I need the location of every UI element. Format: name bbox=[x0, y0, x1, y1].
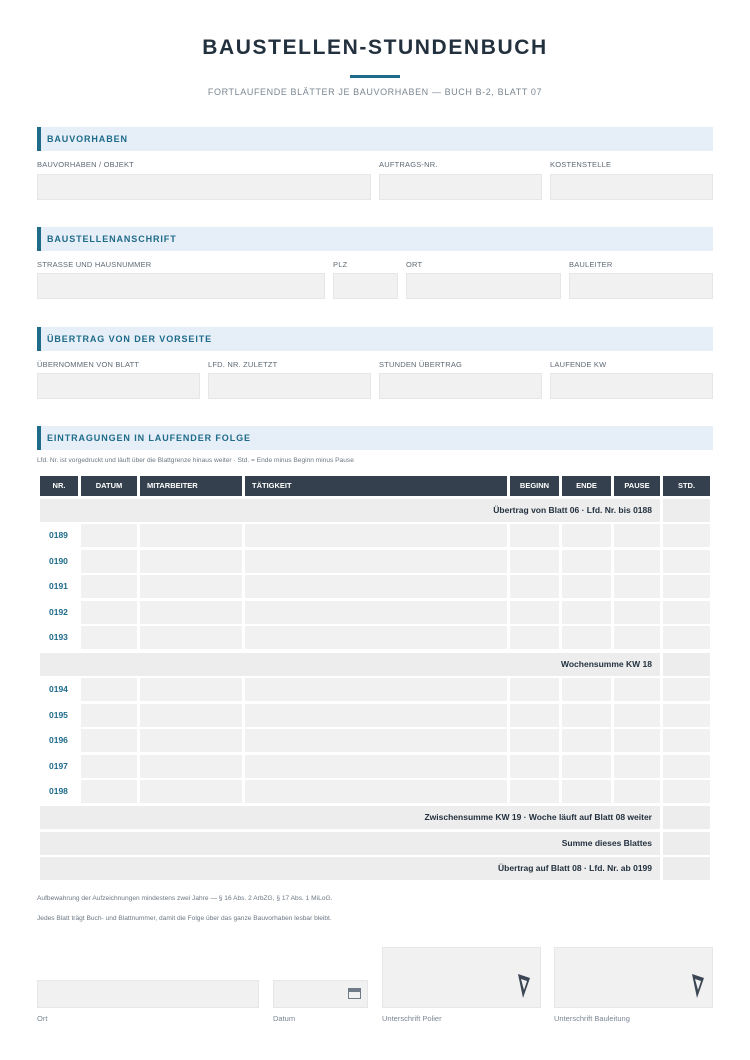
label-laufende-kw: LAUFENDE KW bbox=[550, 360, 607, 369]
col-header-beginn: BEGINN bbox=[510, 476, 559, 496]
std-cell[interactable] bbox=[663, 704, 710, 727]
std-cell[interactable] bbox=[663, 626, 710, 649]
datum-cell[interactable] bbox=[81, 704, 137, 727]
kostenstelle-field[interactable] bbox=[550, 174, 713, 200]
document-subtitle: FORTLAUFENDE BLÄTTER JE BAUVORHABEN — BUCH B-2, BLATT 07 bbox=[207, 87, 543, 97]
bauleitung-signature-field[interactable] bbox=[554, 947, 713, 1008]
label-plz: PLZ bbox=[333, 260, 348, 269]
taetigkeit-cell[interactable] bbox=[245, 550, 507, 573]
pen-nib-icon bbox=[690, 973, 706, 999]
taetigkeit-cell[interactable] bbox=[245, 755, 507, 778]
std-cell[interactable] bbox=[663, 524, 710, 547]
carry-out-std-field[interactable] bbox=[663, 857, 710, 880]
pause-cell[interactable] bbox=[614, 626, 660, 649]
pause-cell[interactable] bbox=[614, 524, 660, 547]
row-number: 0194 bbox=[49, 684, 68, 694]
subtotal-std-field[interactable] bbox=[663, 806, 710, 829]
datum-cell[interactable] bbox=[81, 729, 137, 752]
lfd-nr-zuletzt-field[interactable] bbox=[208, 373, 371, 399]
taetigkeit-cell[interactable] bbox=[245, 524, 507, 547]
ort-signature-field[interactable] bbox=[37, 980, 259, 1008]
stunden-uebertrag-field[interactable] bbox=[379, 373, 542, 399]
ende-cell[interactable] bbox=[562, 729, 611, 752]
row-number: 0190 bbox=[49, 555, 68, 566]
row-number: 0196 bbox=[49, 735, 68, 745]
uebernommen-blatt-field[interactable] bbox=[37, 373, 200, 399]
std-cell[interactable] bbox=[663, 678, 710, 701]
label-strasse: STRASSE UND HAUSNUMMER bbox=[37, 260, 152, 269]
beginn-cell[interactable] bbox=[510, 626, 559, 649]
pen-nib-icon bbox=[516, 973, 532, 999]
ende-cell[interactable] bbox=[562, 704, 611, 727]
polier-signature-field[interactable] bbox=[382, 947, 541, 1008]
label-ort: ORT bbox=[406, 260, 423, 269]
row-number: 0198 bbox=[49, 786, 68, 796]
datum-cell[interactable] bbox=[81, 601, 137, 624]
row-number: 0191 bbox=[49, 581, 68, 591]
carry-in-row: Übertrag von Blatt 06 · Lfd. Nr. bis 0188 bbox=[40, 499, 660, 522]
col-header-std: STD. bbox=[663, 476, 710, 496]
taetigkeit-cell[interactable] bbox=[245, 704, 507, 727]
ende-cell[interactable] bbox=[562, 755, 611, 778]
col-header-mitarbeiter: MITARBEITER bbox=[140, 476, 242, 496]
datum-cell[interactable] bbox=[81, 575, 137, 598]
week-sum-std-field[interactable] bbox=[663, 653, 710, 676]
beginn-cell[interactable] bbox=[510, 550, 559, 573]
beginn-cell[interactable] bbox=[510, 575, 559, 598]
ende-cell[interactable] bbox=[562, 780, 611, 803]
page-numbering-note: Jedes Blatt trägt Buch- und Blattnummer, damit die Folge über das ganze Bauvorhaben lesbar bleibt. bbox=[37, 915, 332, 922]
mitarbeiter-cell[interactable] bbox=[140, 729, 242, 752]
std-cell[interactable] bbox=[663, 755, 710, 778]
mitarbeiter-cell[interactable] bbox=[140, 704, 242, 727]
title-underline bbox=[350, 75, 400, 78]
plz-field[interactable] bbox=[333, 273, 398, 299]
label-lfd-nr-zuletzt: LFD. NR. ZULETZT bbox=[208, 360, 278, 369]
std-cell[interactable] bbox=[663, 601, 710, 624]
pause-cell[interactable] bbox=[614, 729, 660, 752]
label-auftrags-nr: AUFTRAGS-NR. bbox=[379, 160, 438, 169]
strasse-field[interactable] bbox=[37, 273, 325, 299]
beginn-cell[interactable] bbox=[510, 755, 559, 778]
taetigkeit-cell[interactable] bbox=[245, 601, 507, 624]
datum-label: Datum bbox=[273, 1014, 296, 1023]
document-title: BAUSTELLEN-STUNDENBUCH bbox=[202, 36, 548, 59]
label-bauvorhaben-objekt: BAUVORHABEN / OBJEKT bbox=[37, 160, 134, 169]
subtotal-row: Zwischensumme KW 19 · Woche läuft auf Blatt 08 weiter bbox=[40, 806, 660, 829]
mitarbeiter-cell[interactable] bbox=[140, 755, 242, 778]
std-cell[interactable] bbox=[663, 550, 710, 573]
label-kostenstelle: KOSTENSTELLE bbox=[550, 160, 612, 169]
std-cell[interactable] bbox=[663, 729, 710, 752]
pause-cell[interactable] bbox=[614, 755, 660, 778]
beginn-cell[interactable] bbox=[510, 729, 559, 752]
section-heading-uebertrag: ÜBERTRAG VON DER VORSEITE bbox=[37, 327, 713, 351]
ort-field[interactable] bbox=[406, 273, 561, 299]
label-uebernommen-blatt: ÜBERNOMMEN VON BLATT bbox=[37, 360, 140, 369]
taetigkeit-cell[interactable] bbox=[245, 575, 507, 598]
datum-cell[interactable] bbox=[81, 755, 137, 778]
section-heading-bauvorhaben: BAUVORHABEN bbox=[37, 127, 713, 151]
beginn-cell[interactable] bbox=[510, 678, 559, 701]
row-number: 0192 bbox=[49, 606, 68, 617]
carry-in-std-field[interactable] bbox=[663, 499, 710, 522]
retention-note: Aufbewahrung der Aufzeichnungen mindestens zwei Jahre — § 16 Abs. 2 ArbZG, § 17 Abs. 1 MiLoG. bbox=[37, 895, 333, 902]
bauleiter-field[interactable] bbox=[569, 273, 713, 299]
datum-cell[interactable] bbox=[81, 524, 137, 547]
ende-cell[interactable] bbox=[562, 575, 611, 598]
label-stunden-uebertrag: STUNDEN ÜBERTRAG bbox=[379, 360, 463, 369]
datum-signature-field[interactable] bbox=[273, 980, 368, 1008]
beginn-cell[interactable] bbox=[510, 704, 559, 727]
mitarbeiter-cell[interactable] bbox=[140, 780, 242, 803]
taetigkeit-cell[interactable] bbox=[245, 729, 507, 752]
ende-cell[interactable] bbox=[562, 524, 611, 547]
row-number: 0189 bbox=[49, 530, 68, 540]
label-bauleiter: BAULEITER bbox=[569, 260, 613, 269]
polier-label: Unterschrift Polier bbox=[382, 1014, 442, 1023]
section-heading-anschrift: BAUSTELLENANSCHRIFT bbox=[37, 227, 713, 251]
col-header-nr: NR. bbox=[40, 476, 78, 496]
datum-cell[interactable] bbox=[81, 626, 137, 649]
col-header-datum: DATUM bbox=[81, 476, 137, 496]
row-number: 0195 bbox=[49, 709, 68, 720]
mitarbeiter-cell[interactable] bbox=[140, 550, 242, 573]
page-sum-std-field[interactable] bbox=[663, 832, 710, 855]
mitarbeiter-cell[interactable] bbox=[140, 524, 242, 547]
pause-cell[interactable] bbox=[614, 550, 660, 573]
mitarbeiter-cell[interactable] bbox=[140, 575, 242, 598]
page-sum-row: Summe dieses Blattes bbox=[40, 832, 660, 855]
ende-cell[interactable] bbox=[562, 626, 611, 649]
auftrags-nr-field[interactable] bbox=[379, 174, 542, 200]
week-sum-row: Wochensumme KW 18 bbox=[40, 653, 660, 676]
pause-cell[interactable] bbox=[614, 575, 660, 598]
datum-cell[interactable] bbox=[81, 678, 137, 701]
row-number: 0197 bbox=[49, 760, 68, 771]
table-note: Lfd. Nr. ist vorgedruckt und läuft über die Blattgrenze hinaus weiter · Std. = Ende minus Beginn minus Pause bbox=[37, 457, 354, 464]
beginn-cell[interactable] bbox=[510, 601, 559, 624]
taetigkeit-cell[interactable] bbox=[245, 780, 507, 803]
taetigkeit-cell[interactable] bbox=[245, 678, 507, 701]
section-heading-eintragungen: EINTRAGUNGEN IN LAUFENDER FOLGE bbox=[37, 426, 713, 450]
std-cell[interactable] bbox=[663, 780, 710, 803]
pause-cell[interactable] bbox=[614, 780, 660, 803]
calendar-icon[interactable] bbox=[348, 988, 361, 999]
pause-cell[interactable] bbox=[614, 601, 660, 624]
ende-cell[interactable] bbox=[562, 550, 611, 573]
carry-out-row: Übertrag auf Blatt 08 · Lfd. Nr. ab 0199 bbox=[40, 857, 660, 880]
beginn-cell[interactable] bbox=[510, 524, 559, 547]
datum-cell[interactable] bbox=[81, 780, 137, 803]
ende-cell[interactable] bbox=[562, 601, 611, 624]
bauvorhaben-objekt-field[interactable] bbox=[37, 174, 371, 200]
mitarbeiter-cell[interactable] bbox=[140, 678, 242, 701]
std-cell[interactable] bbox=[663, 575, 710, 598]
col-header-taetigkeit: TÄTIGKEIT bbox=[245, 476, 507, 496]
mitarbeiter-cell[interactable] bbox=[140, 626, 242, 649]
col-header-pause: PAUSE bbox=[614, 476, 660, 496]
taetigkeit-cell[interactable] bbox=[245, 626, 507, 649]
datum-cell[interactable] bbox=[81, 550, 137, 573]
row-number: 0193 bbox=[49, 632, 68, 642]
pause-cell[interactable] bbox=[614, 704, 660, 727]
bauleitung-label: Unterschrift Bauleitung bbox=[554, 1014, 630, 1023]
ort-label: Ort bbox=[37, 1014, 48, 1023]
laufende-kw-field[interactable] bbox=[550, 373, 713, 399]
ende-cell[interactable] bbox=[562, 678, 611, 701]
beginn-cell[interactable] bbox=[510, 780, 559, 803]
mitarbeiter-cell[interactable] bbox=[140, 601, 242, 624]
col-header-ende: ENDE bbox=[562, 476, 611, 496]
pause-cell[interactable] bbox=[614, 678, 660, 701]
